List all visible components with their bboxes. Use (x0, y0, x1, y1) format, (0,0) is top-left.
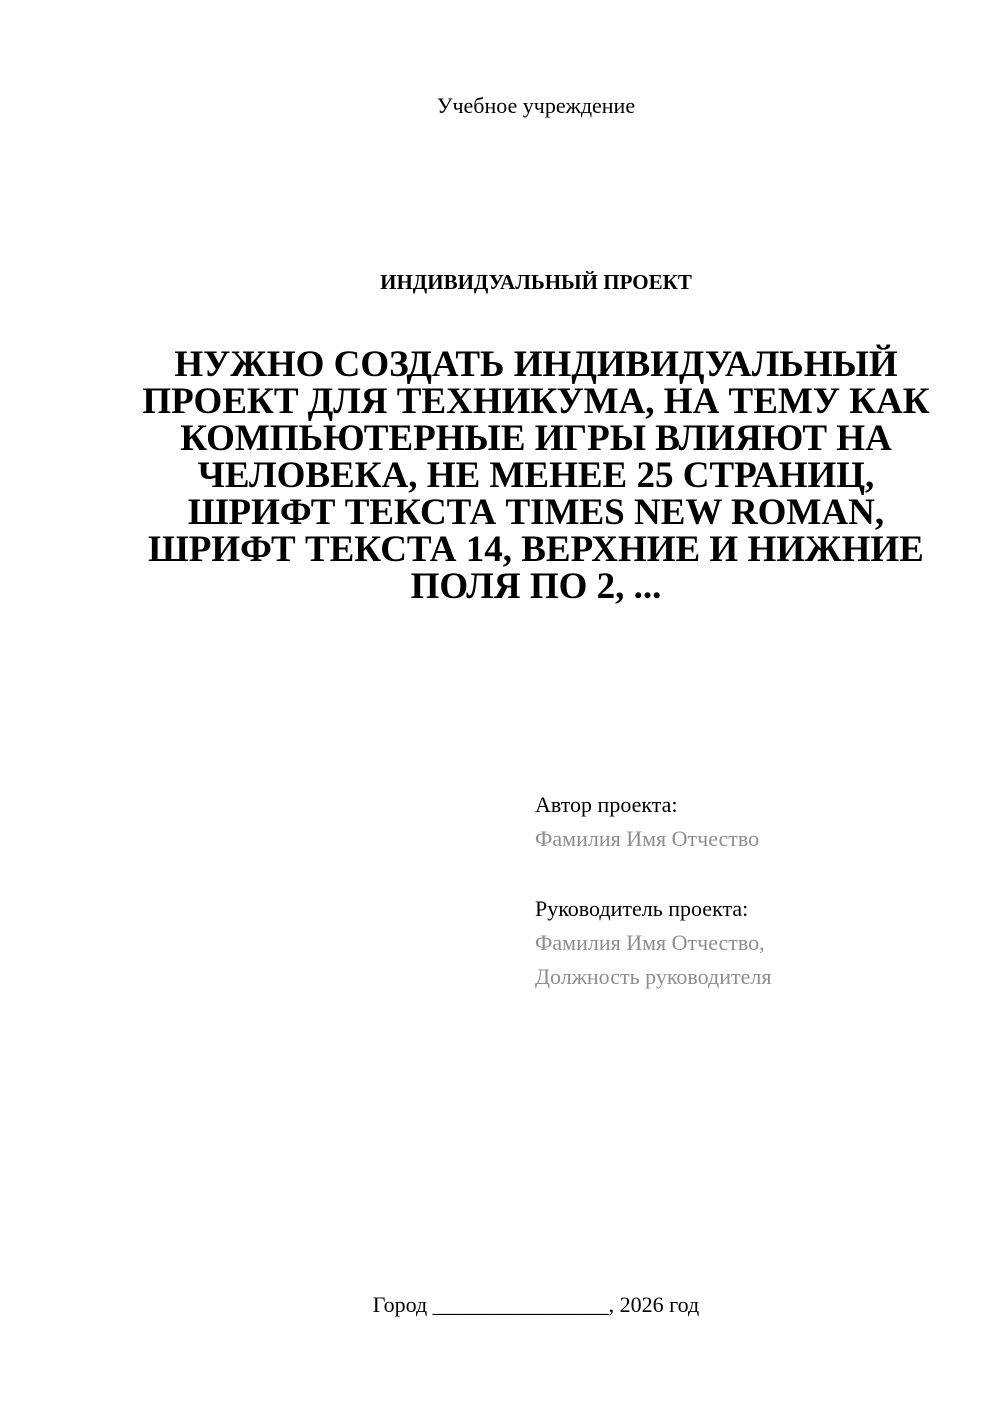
supervisor-name: Фамилия Имя Отчество, (535, 930, 765, 955)
author-label: Автор проекта: (535, 792, 678, 817)
authors-block (535, 788, 975, 994)
city-year-line: Город ________________, 2026 год (372, 1292, 700, 1317)
supervisor-position: Должность руководителя (535, 964, 772, 989)
project-title: НУЖНО СОЗДАТЬ ИНДИВИДУАЛЬНЫЙ ПРОЕКТ ДЛЯ ТЕХНИКУМА, НА ТЕМУ КАК КОМПЬЮТЕРНЫЕ ИГРЫ ВЛИЯЮТ НА ЧЕЛОВЕКА, НЕ МЕНЕЕ 25 СТРАНИЦ, ШРИФТ ТЕКСТА TIMES NEW ROMAN, ШРИФТ ТЕКСТА 14, ВЕРХНИЕ И НИЖНИЕ ПОЛЯ ПО 2, ... (142, 344, 930, 607)
author-name: Фамилия Имя Отчество (535, 826, 760, 851)
document-type-heading: ИНДИВИДУАЛЬНЫЙ ПРОЕКТ (380, 270, 692, 294)
institution-name: Учебное учреждение (436, 93, 636, 118)
supervisor-label: Руководитель проекта: (535, 896, 749, 921)
authors-spacer (535, 856, 975, 892)
